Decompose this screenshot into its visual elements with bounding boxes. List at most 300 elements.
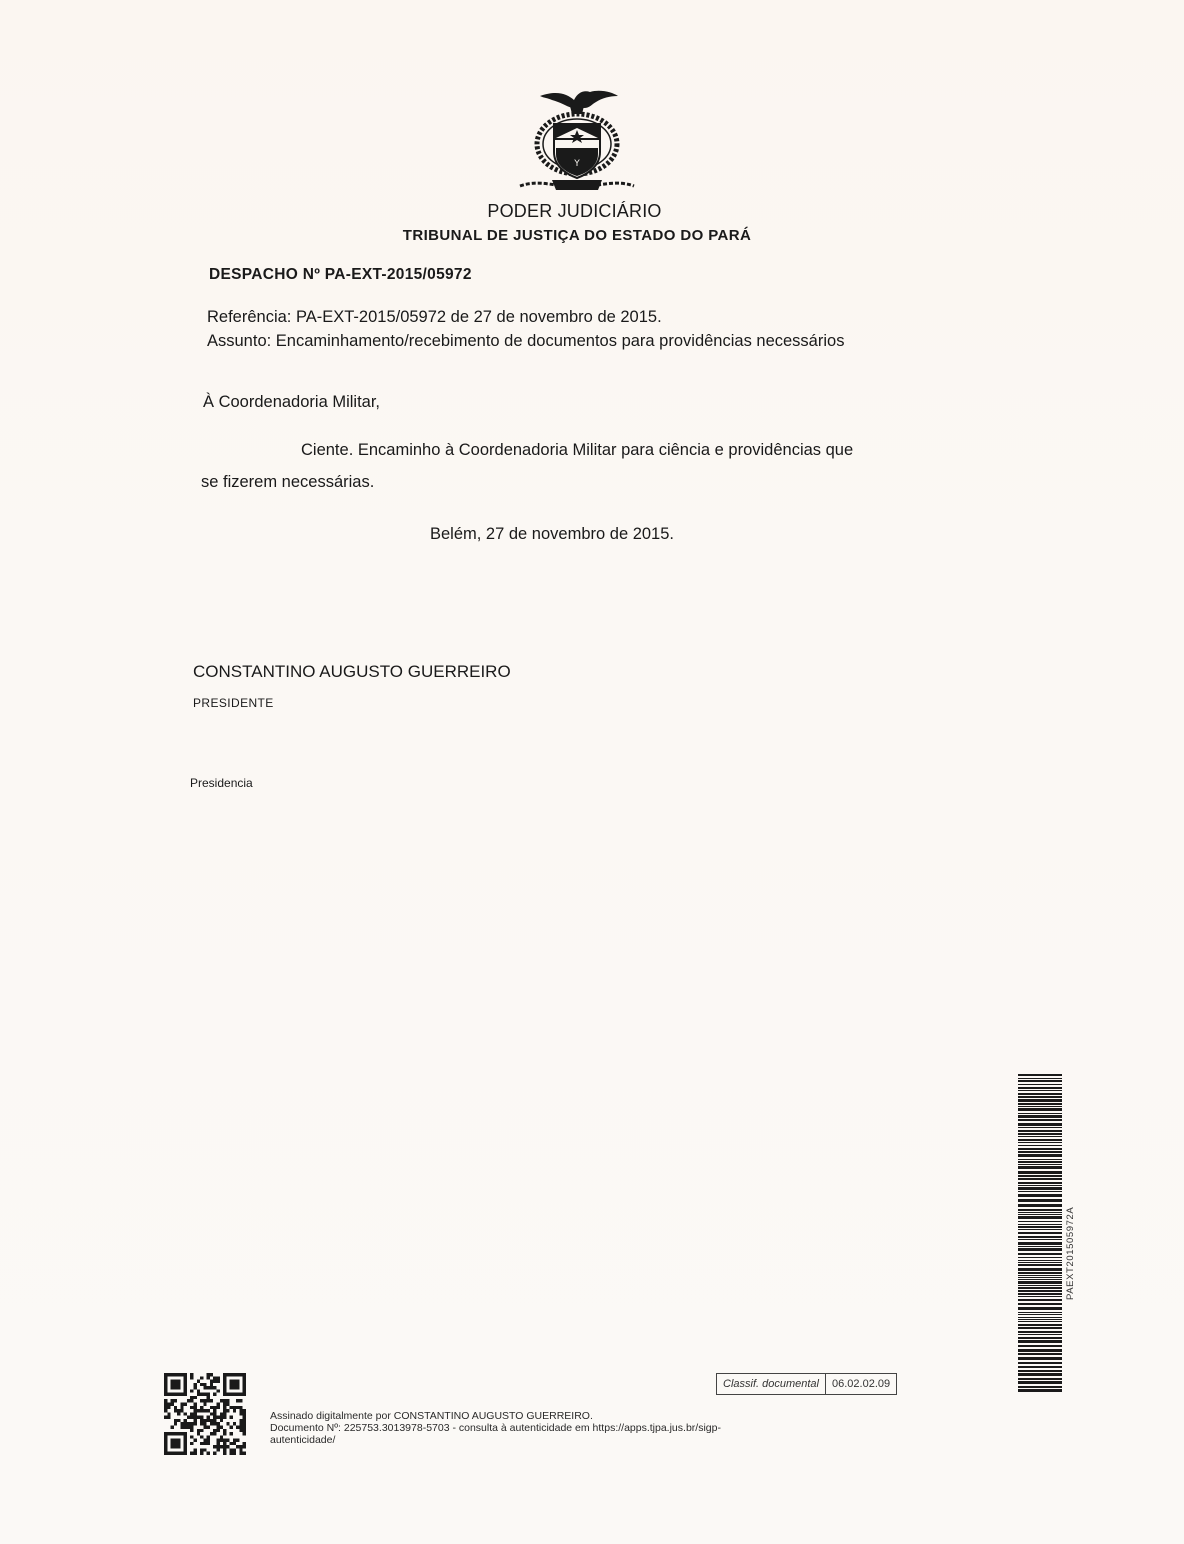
qr-module: [167, 1432, 170, 1435]
qr-module: [184, 1373, 187, 1376]
qr-module: [194, 1409, 197, 1412]
qr-module: [200, 1383, 203, 1386]
qr-module: [190, 1422, 193, 1425]
barcode-bar: [1018, 1337, 1062, 1339]
qr-module: [226, 1439, 229, 1442]
qr-module: [233, 1452, 236, 1455]
qr-module: [213, 1445, 216, 1448]
qr-module: [187, 1425, 190, 1428]
qr-module: [184, 1419, 187, 1422]
qr-module: [207, 1386, 210, 1389]
qr-module: [184, 1376, 187, 1379]
svg-text:Y: Y: [574, 159, 580, 169]
qr-module: [180, 1452, 183, 1455]
qr-module: [230, 1432, 233, 1435]
qr-module: [213, 1422, 216, 1425]
qr-module: [230, 1406, 233, 1409]
barcode-bar: [1018, 1290, 1062, 1292]
qr-module: [197, 1416, 200, 1419]
department-label: Presidencia: [190, 776, 253, 790]
qr-module: [223, 1439, 226, 1442]
barcode-bar: [1018, 1268, 1062, 1271]
qr-module: [220, 1419, 223, 1422]
qr-module: [213, 1409, 216, 1412]
qr-module: [177, 1419, 180, 1422]
barcode-bar: [1018, 1285, 1062, 1286]
barcode-bar: [1018, 1142, 1062, 1143]
qr-module: [194, 1412, 197, 1415]
qr-module: [223, 1393, 226, 1396]
qr-module: [203, 1403, 206, 1406]
qr-module: [233, 1393, 236, 1396]
qr-module: [180, 1393, 183, 1396]
qr-module: [164, 1442, 167, 1445]
qr-module: [223, 1380, 226, 1383]
qr-module: [239, 1412, 242, 1415]
barcode-bar: [1018, 1093, 1062, 1095]
barcode-bar: [1018, 1194, 1062, 1197]
qr-module: [184, 1448, 187, 1451]
qr-module: [223, 1432, 226, 1435]
footer-line-1: Assinado digitalmente por CONSTANTINO AUGUSTO GUERREIRO.: [270, 1410, 593, 1422]
qr-module: [216, 1416, 219, 1419]
qr-module: [174, 1393, 177, 1396]
qr-module: [177, 1442, 180, 1445]
qr-module: [184, 1432, 187, 1435]
barcode-bar: [1018, 1246, 1062, 1247]
qr-module: [236, 1406, 239, 1409]
barcode-bar: [1018, 1248, 1062, 1251]
qr-module: [174, 1386, 177, 1389]
qr-module: [174, 1373, 177, 1376]
qr-module: [177, 1393, 180, 1396]
qr-module: [203, 1409, 206, 1412]
qr-module: [230, 1448, 233, 1451]
qr-module: [164, 1389, 167, 1392]
qr-module: [216, 1389, 219, 1392]
qr-module: [187, 1399, 190, 1402]
qr-module: [226, 1373, 229, 1376]
qr-module: [177, 1445, 180, 1448]
coat-of-arms-icon: [512, 86, 642, 198]
qr-module: [200, 1422, 203, 1425]
qr-module: [226, 1422, 229, 1425]
qr-module: [197, 1429, 200, 1432]
qr-module: [216, 1442, 219, 1445]
barcode-bar: [1018, 1319, 1062, 1320]
body-text-line-1: Ciente. Encaminho à Coordenadoria Militar para ciência e providências que: [301, 441, 854, 459]
qr-module: [233, 1383, 236, 1386]
barcode-bar: [1018, 1296, 1062, 1297]
qr-module: [213, 1386, 216, 1389]
qr-module: [239, 1419, 242, 1422]
qr-module: [213, 1412, 216, 1415]
qr-module: [190, 1376, 193, 1379]
barcode-code: [1065, 1170, 1079, 1310]
qr-module: [171, 1393, 174, 1396]
qr-module: [243, 1425, 246, 1428]
barcode-bar: [1018, 1229, 1062, 1230]
qr-module: [243, 1393, 246, 1396]
qr-module: [243, 1409, 246, 1412]
qr-module: [220, 1445, 223, 1448]
qr-module: [187, 1422, 190, 1425]
barcode-bar: [1018, 1239, 1062, 1240]
qr-module: [164, 1445, 167, 1448]
barcode-bar: [1018, 1133, 1062, 1135]
qr-module: [223, 1406, 226, 1409]
signer-role: PRESIDENTE: [193, 696, 274, 710]
qr-module: [223, 1386, 226, 1389]
qr-module: [174, 1422, 177, 1425]
qr-module: [213, 1416, 216, 1419]
barcode-bar: [1018, 1317, 1062, 1318]
barcode-bar: [1018, 1175, 1062, 1177]
qr-module: [210, 1422, 213, 1425]
barcode-bar: [1018, 1096, 1062, 1098]
qr-module: [223, 1442, 226, 1445]
qr-module: [171, 1399, 174, 1402]
qr-module: [239, 1429, 242, 1432]
qr-module: [171, 1425, 174, 1428]
qr-module: [180, 1422, 183, 1425]
barcode-bar: [1018, 1113, 1062, 1114]
barcode-bar: [1018, 1264, 1062, 1266]
qr-module: [194, 1396, 197, 1399]
barcode-bar: [1018, 1389, 1062, 1392]
barcode-bar: [1018, 1224, 1062, 1225]
barcode-bar: [1018, 1272, 1062, 1274]
qr-module: [216, 1380, 219, 1383]
qr-module: [171, 1383, 174, 1386]
qr-module: [216, 1403, 219, 1406]
qr-module: [223, 1448, 226, 1451]
qr-module: [207, 1399, 210, 1402]
qr-module: [243, 1419, 246, 1422]
qr-module: [197, 1432, 200, 1435]
barcode-bar: [1018, 1123, 1062, 1126]
qr-module: [180, 1409, 183, 1412]
qr-module: [203, 1442, 206, 1445]
barcode-bar: [1018, 1171, 1062, 1174]
qr-module: [203, 1419, 206, 1422]
qr-module: [190, 1442, 193, 1445]
qr-module: [233, 1439, 236, 1442]
qr-module: [239, 1452, 242, 1455]
subject-line: Assunto: Encaminhamento/recebimento de documentos para providências necessários: [207, 332, 845, 350]
qr-module: [213, 1376, 216, 1379]
qr-module: [174, 1445, 177, 1448]
barcode-bar: [1018, 1199, 1062, 1202]
barcode-bar: [1018, 1090, 1062, 1091]
classification-box: [716, 1373, 897, 1395]
qr-module: [167, 1416, 170, 1419]
qr-module: [230, 1380, 233, 1383]
qr-module: [239, 1373, 242, 1376]
qr-module: [236, 1439, 239, 1442]
qr-module: [203, 1386, 206, 1389]
qr-module: [236, 1380, 239, 1383]
qr-module: [207, 1396, 210, 1399]
barcode-bar: [1018, 1287, 1062, 1289]
qr-module: [174, 1399, 177, 1402]
qr-module: [223, 1429, 226, 1432]
qr-module: [236, 1383, 239, 1386]
barcode-bar: [1018, 1307, 1062, 1310]
barcode-bar: [1018, 1136, 1062, 1137]
qr-module: [216, 1429, 219, 1432]
qr-module: [210, 1386, 213, 1389]
qr-module: [167, 1452, 170, 1455]
qr-module: [216, 1406, 219, 1409]
qr-module: [223, 1412, 226, 1415]
qr-module: [177, 1439, 180, 1442]
qr-module: [233, 1406, 236, 1409]
qr-module: [210, 1380, 213, 1383]
qr-module: [233, 1448, 236, 1451]
footer-line-2: Documento Nº: 225753.3013978-5703 - consulta à autenticidade em https://apps.tjpa.jus.br/sigp-: [270, 1422, 721, 1434]
qr-module: [243, 1373, 246, 1376]
qr-module: [220, 1439, 223, 1442]
qr-module: [194, 1416, 197, 1419]
qr-module: [164, 1380, 167, 1383]
barcode-bar: [1018, 1164, 1062, 1165]
barcode-bar: [1018, 1349, 1062, 1352]
barcode-bar: [1018, 1187, 1062, 1190]
qr-module: [216, 1445, 219, 1448]
qr-module: [171, 1445, 174, 1448]
qr-module: [171, 1452, 174, 1455]
qr-module: [177, 1452, 180, 1455]
qr-module: [200, 1376, 203, 1379]
qr-module: [243, 1432, 246, 1435]
qr-module: [236, 1399, 239, 1402]
qr-module: [226, 1393, 229, 1396]
barcode-bar: [1018, 1381, 1062, 1384]
barcode-bar: [1018, 1080, 1062, 1082]
qr-module: [203, 1383, 206, 1386]
signer-name: CONSTANTINO AUGUSTO GUERREIRO: [193, 662, 511, 681]
qr-module: [184, 1425, 187, 1428]
barcode-bar: [1018, 1127, 1062, 1128]
barcode-bar: [1018, 1279, 1062, 1280]
qr-module: [243, 1429, 246, 1432]
barcode-bar: [1018, 1275, 1062, 1276]
qr-module: [207, 1419, 210, 1422]
barcode-bar: [1018, 1334, 1062, 1335]
qr-module: [164, 1439, 167, 1442]
qr-module: [243, 1445, 246, 1448]
qr-module: [190, 1425, 193, 1428]
qr-module: [203, 1425, 206, 1428]
barcode-bar: [1018, 1262, 1062, 1263]
qr-module: [174, 1452, 177, 1455]
qr-module: [177, 1432, 180, 1435]
qr-module: [203, 1393, 206, 1396]
qr-module: [210, 1419, 213, 1422]
qr-module: [220, 1399, 223, 1402]
barcode-bar: [1018, 1321, 1062, 1322]
barcode-bar: [1018, 1191, 1062, 1192]
qr-module: [203, 1399, 206, 1402]
qr-module: [226, 1409, 229, 1412]
barcode-bar: [1018, 1103, 1062, 1105]
qr-module: [239, 1406, 242, 1409]
barcode-bar: [1018, 1204, 1062, 1207]
qr-module: [184, 1422, 187, 1425]
barcode-code-text: PAEXT201505972A: [1065, 1206, 1076, 1300]
qr-module: [164, 1386, 167, 1389]
qr-module: [164, 1432, 167, 1435]
qr-module: [207, 1439, 210, 1442]
barcode-bar: [1018, 1108, 1062, 1111]
qr-module: [230, 1383, 233, 1386]
barcode-bar: [1018, 1115, 1062, 1118]
qr-module: [226, 1403, 229, 1406]
qr-module: [174, 1380, 177, 1383]
qr-module: [243, 1376, 246, 1379]
barcode-bar: [1018, 1106, 1062, 1107]
qr-module: [243, 1386, 246, 1389]
qr-module: [216, 1425, 219, 1428]
qr-module: [200, 1442, 203, 1445]
qr-module: [174, 1439, 177, 1442]
barcode-bar: [1018, 1378, 1062, 1380]
barcode-bar: [1018, 1242, 1062, 1245]
barcode-bar: [1018, 1216, 1062, 1219]
qr-module: [177, 1386, 180, 1389]
qr-module: [200, 1429, 203, 1432]
barcode-bar: [1018, 1185, 1062, 1186]
barcode-bar: [1018, 1340, 1062, 1343]
qr-module: [197, 1389, 200, 1392]
qr-module: [194, 1422, 197, 1425]
barcode-bar: [1018, 1370, 1062, 1372]
qr-module: [167, 1406, 170, 1409]
qr-module: [174, 1432, 177, 1435]
qr-module: [190, 1373, 193, 1376]
qr-module: [184, 1383, 187, 1386]
qr-module: [223, 1409, 226, 1412]
barcode-bar: [1018, 1099, 1062, 1102]
qr-module: [194, 1383, 197, 1386]
qr-module: [190, 1435, 193, 1438]
qr-module: [164, 1376, 167, 1379]
qr-module: [174, 1406, 177, 1409]
qr-module: [197, 1409, 200, 1412]
qr-module: [236, 1425, 239, 1428]
qr-module: [177, 1383, 180, 1386]
qr-module: [184, 1445, 187, 1448]
qr-module: [239, 1409, 242, 1412]
barcode-bar: [1018, 1293, 1062, 1295]
qr-module: [200, 1399, 203, 1402]
qr-module: [207, 1435, 210, 1438]
qr-module: [207, 1442, 210, 1445]
classification-label: Classif. documental: [717, 1374, 826, 1394]
qr-module: [213, 1419, 216, 1422]
qr-module: [226, 1399, 229, 1402]
qr-module: [239, 1448, 242, 1451]
qr-module: [213, 1432, 216, 1435]
barcode-bar: [1018, 1373, 1062, 1376]
qr-module: [230, 1452, 233, 1455]
qr-module: [226, 1445, 229, 1448]
qr-module: [230, 1442, 233, 1445]
qr-module: [164, 1393, 167, 1396]
qr-module: [194, 1452, 197, 1455]
qr-module: [194, 1386, 197, 1389]
barcode-bar: [1018, 1182, 1062, 1184]
qr-module: [190, 1412, 193, 1415]
barcode-bar: [1018, 1087, 1062, 1089]
qr-module: [180, 1373, 183, 1376]
qr-module: [184, 1380, 187, 1383]
qr-module: [207, 1409, 210, 1412]
qr-module: [223, 1376, 226, 1379]
qr-module: [177, 1373, 180, 1376]
qr-module: [200, 1416, 203, 1419]
qr-module: [190, 1406, 193, 1409]
barcode-bar: [1018, 1209, 1062, 1211]
qr-module: [213, 1429, 216, 1432]
barcode-bar: [1018, 1366, 1062, 1368]
barcode-bar: [1018, 1212, 1062, 1213]
qr-module: [223, 1445, 226, 1448]
qr-module: [174, 1442, 177, 1445]
qr-module: [194, 1406, 197, 1409]
qr-module: [230, 1386, 233, 1389]
qr-module: [243, 1416, 246, 1419]
qr-module: [216, 1439, 219, 1442]
qr-module: [207, 1416, 210, 1419]
qr-module: [167, 1412, 170, 1415]
qr-module: [236, 1373, 239, 1376]
qr-module: [236, 1386, 239, 1389]
qr-module: [200, 1452, 203, 1455]
barcode-bar: [1018, 1236, 1062, 1238]
qr-module: [167, 1393, 170, 1396]
barcode-bar: [1018, 1148, 1062, 1150]
qr-module: [210, 1432, 213, 1435]
barcode-bar: [1018, 1166, 1062, 1169]
qr-module: [243, 1412, 246, 1415]
barcode-bar: [1018, 1161, 1062, 1163]
qr-module: [171, 1373, 174, 1376]
qr-module: [171, 1386, 174, 1389]
qr-module: [184, 1403, 187, 1406]
barcode-bar: [1018, 1084, 1062, 1085]
qr-module: [164, 1452, 167, 1455]
qr-module: [243, 1383, 246, 1386]
qr-module: [210, 1373, 213, 1376]
qr-module: [167, 1403, 170, 1406]
qr-module: [174, 1419, 177, 1422]
barcode-bar: [1018, 1130, 1062, 1132]
qr-module: [171, 1442, 174, 1445]
qr-module: [190, 1452, 193, 1455]
qr-module: [171, 1439, 174, 1442]
qr-module: [200, 1448, 203, 1451]
barcode-bar: [1018, 1299, 1062, 1301]
barcode-bar: [1018, 1221, 1062, 1222]
qr-module: [184, 1389, 187, 1392]
qr-module: [210, 1399, 213, 1402]
barcode-bar: [1018, 1253, 1062, 1255]
qr-module: [213, 1406, 216, 1409]
barcode-bar: [1018, 1362, 1062, 1364]
barcode-bar: [1018, 1386, 1062, 1388]
